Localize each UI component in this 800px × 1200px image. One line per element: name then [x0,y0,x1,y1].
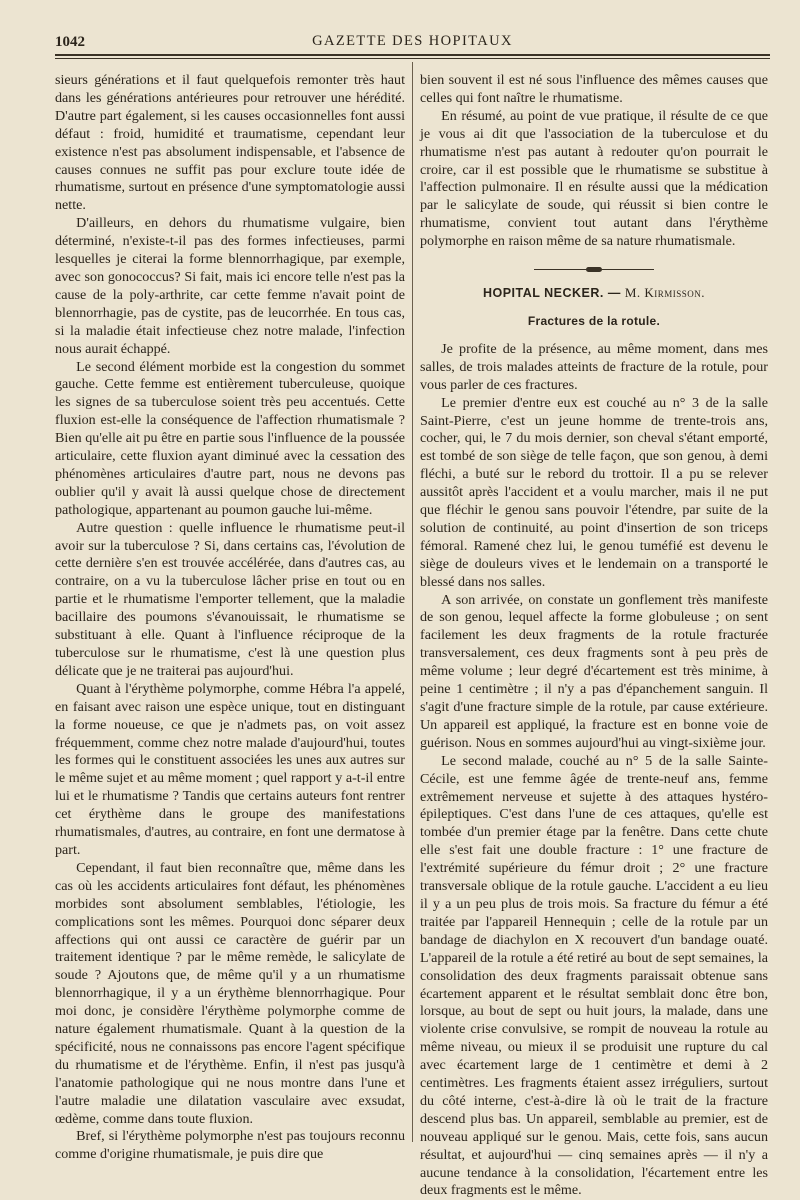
paragraph: Le second élément morbide est la congestion du sommet gauche. Cette femme est entièrement tuberculeuse, quoique les signes de sa tuberculose soient très peu accentués. Cette fluxion est-elle la conséquence de l'affection rhumatismale ? Bien qu'elle ait pu être en partie sous l'influence de la poussée articulaire, cette fluxion ayant diminué avec la cessation des phénomènes articulaires d'autre part, nous ne devons pas oublier qu'il y avait là aussi quelque chose de directement pathologique, appartenant au poumon gauche lui-même. [55,358,405,518]
paragraph: Quant à l'érythème polymorphe, comme Hébra l'a appelé, en faisant avec raison une espèce unique, tout en distinguant la forme noueuse, ce que je n'admets pas, on voit assez fréquemment, comme chez notre malade d'aujourd'hui, toutes les formes qui le constituent associées les unes aux autres sur le même sujet et au même moment ; quel rapport y a-t-il entre lui et le rhumatisme ? Tandis que certains auteurs font rentrer cet érythème dans le groupe des manifestations rhumatismales, d'autres, au contraire, en font une dermatose à part. [55,680,405,858]
section-author: M. Kirmisson. [624,285,706,301]
column-divider [412,62,413,1142]
paragraph: Le premier d'entre eux est couché au n° 3 de la salle Saint-Pierre, c'est un jeune homme de trente-trois ans, cocher, qui, le 7 du mois dernier, son cheval s'étant emporté, est tombé de son siège de telle façon, que son genou, à demi fléchi, a buté sur le rebord du trottoir. Il a pu se relever aussitôt après l'accident et a voulu marcher, mais il ne put que fléchir le genou sans pouvoir l'étendre, par suite de la solution de continuité, au point d'insertion de son triceps fémoral. Ramené chez lui, le genou tuméfié est devenu le siège de douleurs vives et le lendemain on a transporté le blessé dans nos salles. [420,394,768,590]
section-title: HOPITAL NECKER. — [482,286,621,301]
paragraph: D'ailleurs, en dehors du rhumatisme vulgaire, bien déterminé, n'existe-t-il pas des formes infectieuses, parmi lesquelles je citerai la forme blennorrhagique, par exemple, avec son gonococcus? Si fait, mais ici encore telle n'est pas la cause de la poly-arthrite, car cette femme n'avait point de blennorrhagie, pas de cystite, pas de leucorrhée. En tous cas, si la maladie était infectieuse chez notre malade, l'infection nous aurait échappé. [55,215,405,357]
page-header [55,30,770,52]
paragraph: Cependant, il faut bien reconnaître que, même dans les cas où les accidents articulaires font défaut, les phénomènes morbides sont absolument semblables, l'étiologie, les complications sont les mêmes. Pourquoi donc séparer deux affections qui ont aussi ce caractère de guérir par un traitement identique ? par le même remède, le salicylate de soude ? Ajoutons que, de même qu'il y a un rhumatisme blennorrhagique, il y a un érythème blennorrhagique. Pour moi donc, je considère l'érythème polymorphe comme de nature également rhumatismale. Quant à la question de la spécificité, nous ne connaissons pas encore l'agent spécifique du rhumatisme et de l'érythème. Enfin, il n'est pas jusqu'à l'anatomie pathologique qui ne nous montre dans l'une et l'autre maladie une dilatation vasculaire avec exsudat, œdème, comme dans toute fluxion. [55,859,405,1127]
header-rule-thin [55,58,770,59]
paragraph: bien souvent il est né sous l'influence des mêmes causes que celles qui font naître le rhumatisme. [420,72,768,106]
paragraph: sieurs générations et il faut quelquefois remonter très haut dans les générations antérieures pour retrouver une hérédité. D'autre part également, si les causes occasionnelles font aussi défaut : froid, humidité et traumatisme, cependant leur existence n'est pas absolument indispensable, et l'absence de causes connues ne suffit pas pour exclure toute idée de rhumatisme, surtout en présence d'une symptomatologie aussi nette. [55,72,405,214]
page-number: 1042 [55,34,85,50]
section-separator [534,269,654,270]
paragraph: Je profite de la présence, au même moment, dans mes salles, de trois malades atteints de fracture de la rotule, pour vous parler de ces fractures. [420,340,768,393]
left-column [55,72,405,1164]
paragraph: Bref, si l'érythème polymorphe n'est pas toujours reconnu comme d'origine rhumatismale, je puis dire que [55,1128,405,1163]
paragraph: Autre question : quelle influence le rhumatisme peut-il avoir sur la tuberculose ? Si, dans certains cas, l'évolution de cette dernière s'en est trouvée accélérée, dans d'autres cas, au contraire, on a vu la tuberculose lâcher prise en tout ou en partie et le rhumatisme l'emporter tellement, que la maladie bacillaire des poumons s'évanouissait, le rhumatisme se substituant à elle. Quant à l'influence réciproque de la tuberculose sur le rhumatisme, c'est là une question plus délicate que je ne traiterai pas aujourd'hui. [55,519,405,679]
header-rule [55,54,770,56]
article-subheading: Fractures de la rotule. [527,313,661,328]
right-column [420,72,768,1200]
running-head: GAZETTE DES HOPITAUX [312,33,513,49]
section-heading [420,284,768,303]
paragraph: En résumé, au point de vue pratique, il résulte de ce que je vous ai dit que l'association de la tuberculose et du rhumatisme n'est pas autant à redouter qu'on pourrait le croire, car il est possible que le rhumatisme se substitue à l'affection pulmonaire. Il en résulte aussi que la médication par le salicylate de soude, qui réussit si bien contre le rhumatisme, convient tout autant dans l'érythème polymorphe en raison même de sa nature rhumatismale. [420,107,768,250]
paragraph: A son arrivée, on constate un gonflement très manifeste de son genou, lequel affecte la forme globuleuse ; on sent facilement les deux fragments de la rotule fracturée transversalement, ces deux fragments sont à peu près de même volume ; leur degré d'écartement est très minime, à peine 1 centimètre ; il n'y a pas d'épanchement sanguin. Il s'agit d'une fracture simple de la rotule, par cause extérieure. Un appareil est appliqué, la fracture est en bonne voie de guérison. Nous en sommes aujourd'hui au vingt-sixième jour. [420,591,768,751]
paragraph: Le second malade, couché au n° 5 de la salle Sainte-Cécile, est une femme âgée de trente-neuf ans, femme extrêmement nerveuse et sujette à des attaques hystéro-épileptiques. C'est dans l'une de ces attaques, qu'elle est tombée d'un premier étage par la fenêtre. Dans cette chute elle s'est fait une double fracture : 1° une fracture de l'extrémité supérieure du fémur droit ; 2° une fracture transversale oblique de la rotule gauche. L'accident a eu lieu il y a un peu plus de trois mois. Sa fracture du fémur a été traitée par l'appareil Hennequin ; celle de la rotule par un bandage de diachylon en X recouvert d'un bandage ouaté. L'appareil de la rotule a été retiré au bout de sept semaines, la consolidation des deux fragments paraissait obtenue sans écartement apparent et le résultat semblait donc être bon, lorsque, au bout de sept ou huit jours, la malade, dans une violente crise convulsive, se rompit de nouveau la rotule au même niveau, ou mieux il se produisit une rupture du cal avec écartement large de 1 centimètre et demi à 2 centimètres. Les fragments étaient assez irréguliers, surtout du côté interne, c'est-à-dire là où le trait de la fracture descend plus bas. Un appareil, semblable au premier, est de nouveau appliqué sur le genou. Mais, cette fois, sans aucun résultat, et aujourd'hui — cinq semaines après — il n'y a aucune tendance à la consolidation, l'écartement entre les deux fragments est le même. [420,752,768,1199]
